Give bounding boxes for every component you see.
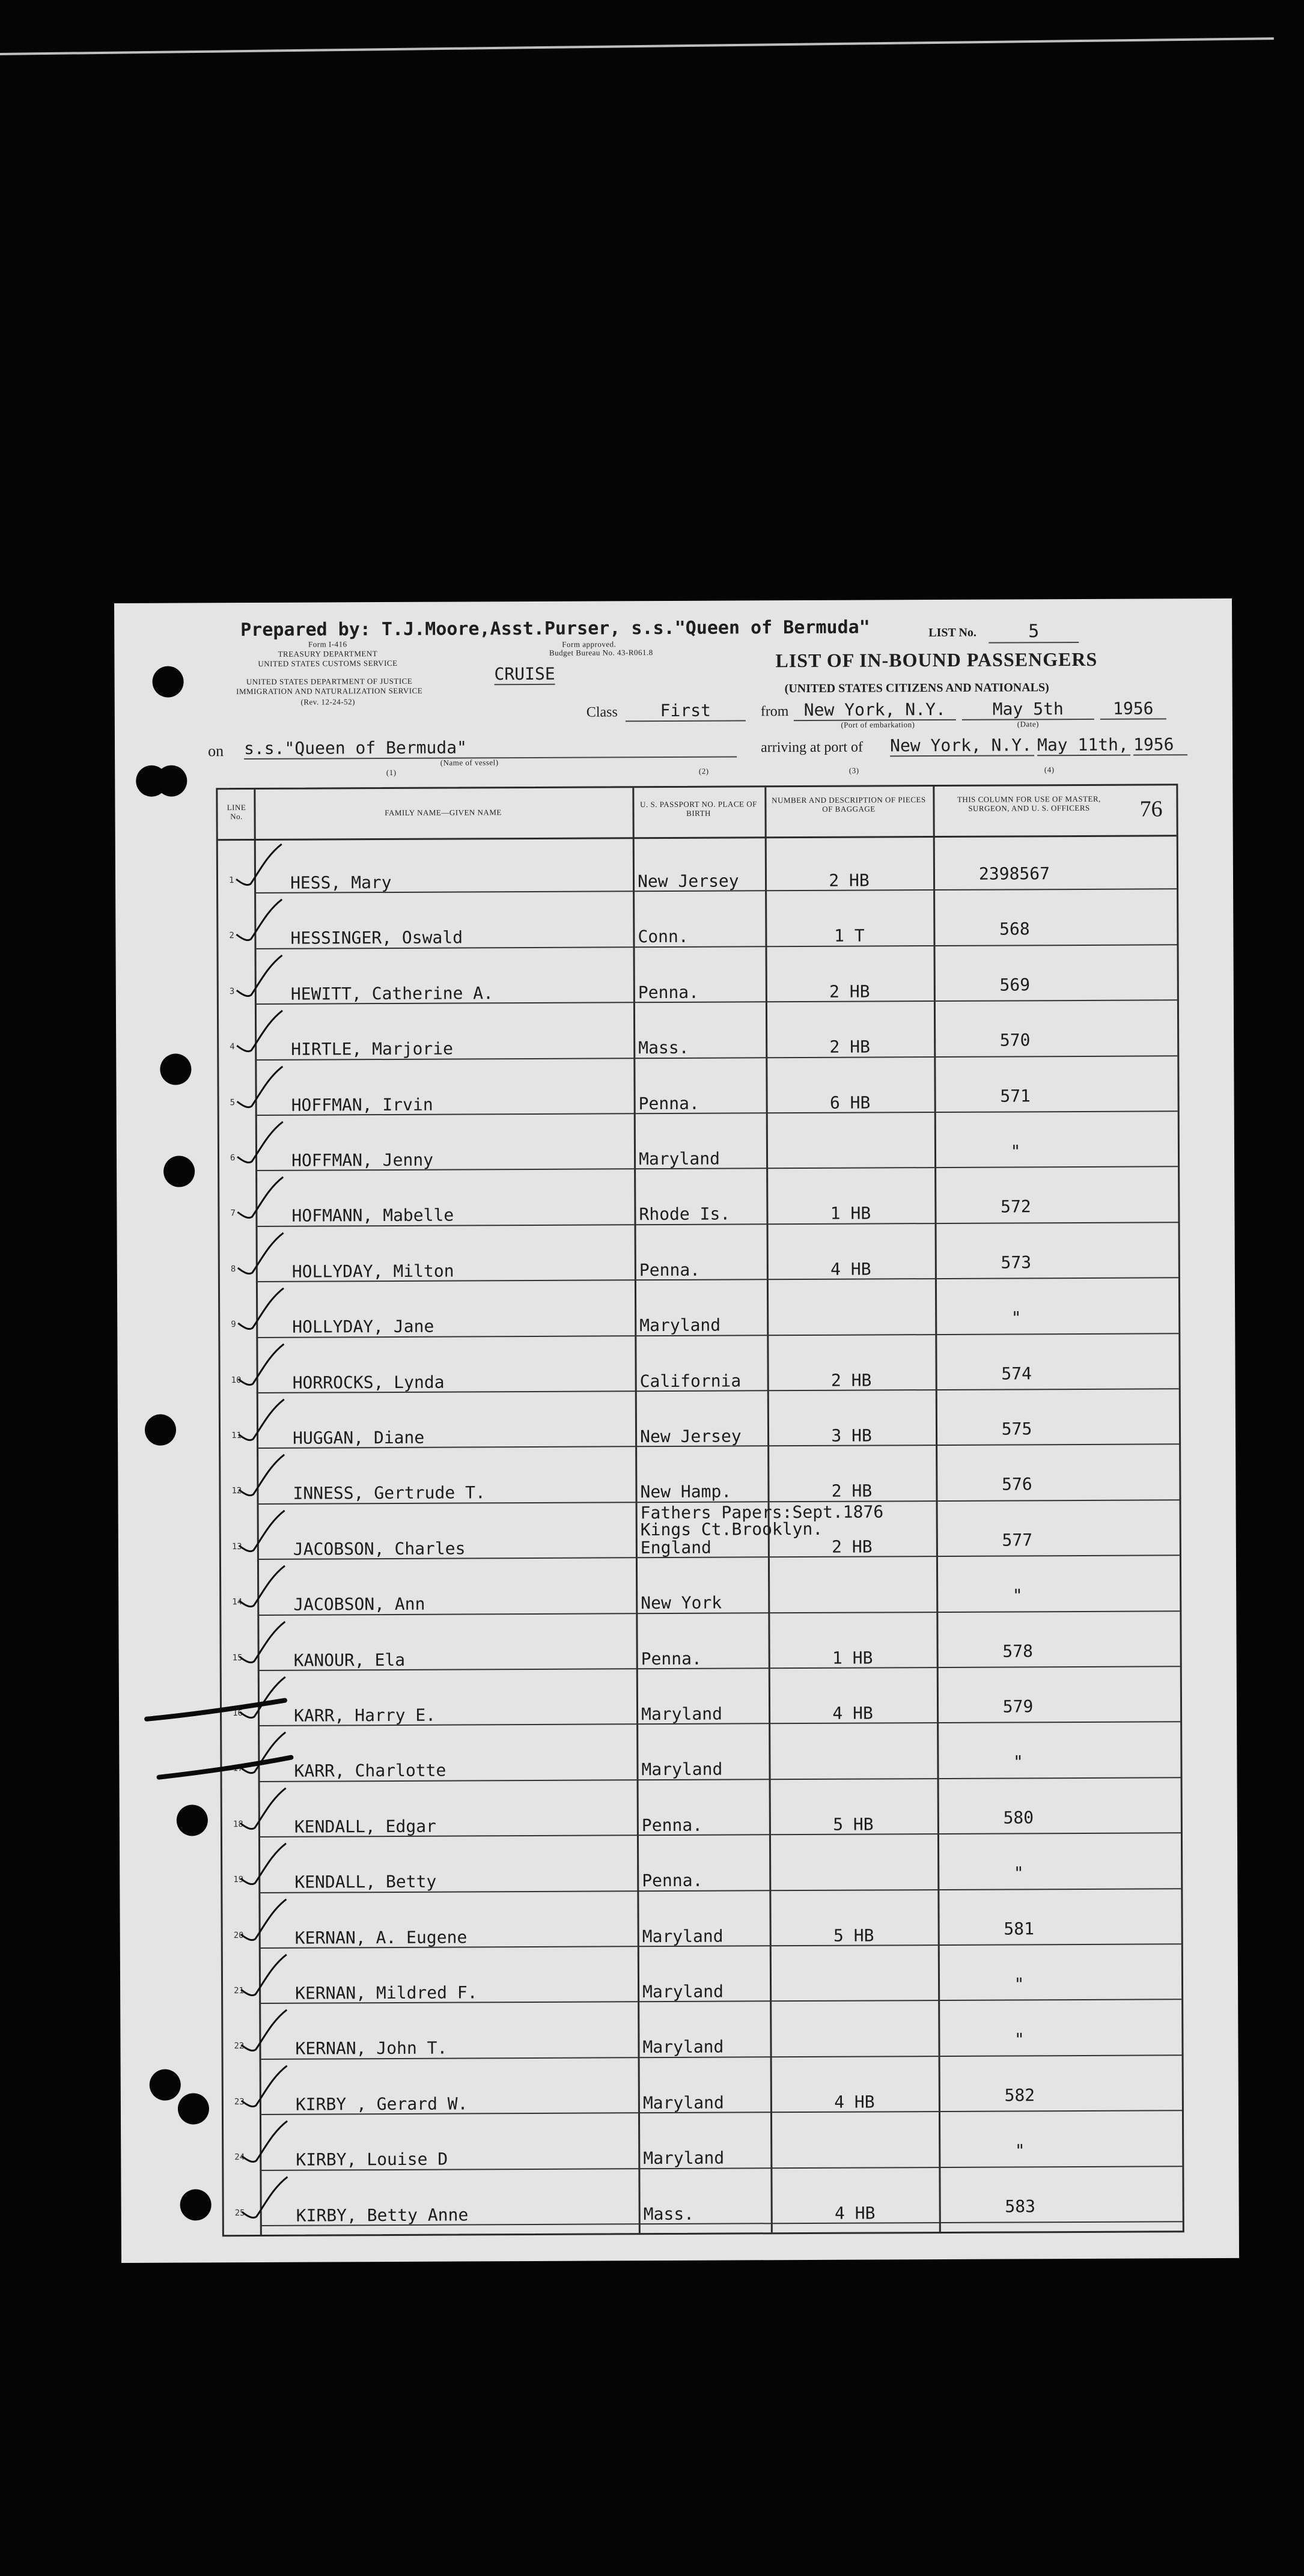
manifest-page (114, 598, 1239, 2263)
class-value: First (626, 700, 746, 722)
place-of-birth: New York (641, 1592, 722, 1613)
passenger-name: HESSINGER, Oswald (290, 927, 463, 949)
punch-hole (160, 1053, 191, 1085)
checkmark-icon (232, 1286, 286, 1334)
checkmark-icon (231, 1119, 285, 1168)
line-number: 1 (228, 875, 234, 886)
checkmark-icon (230, 842, 284, 890)
baggage (770, 2147, 939, 2148)
passenger-name: KENDALL, Betty (294, 1871, 437, 1892)
line-number: 12 (231, 1486, 242, 1496)
line-number: 13 (231, 1541, 242, 1551)
col-num-1: (1) (386, 767, 397, 778)
checkmark-icon (236, 2174, 290, 2222)
place-of-birth: Penna. (638, 982, 699, 1002)
list-no-label: LIST No. (928, 626, 976, 640)
officer-number: 570 (999, 1030, 1031, 1050)
place-of-birth: Maryland (642, 2092, 724, 2113)
officer-number: " (1013, 1752, 1023, 1772)
baggage: 2 HB (829, 981, 870, 1002)
from-label: from (760, 704, 789, 720)
officer-number: 579 (1002, 1696, 1034, 1717)
form-number: Form I-416 (308, 639, 347, 649)
passenger-name: KIRBY, Betty Anne (296, 2205, 469, 2226)
checkmark-icon (232, 1341, 286, 1389)
place-of-birth: Maryland (638, 1148, 720, 1169)
col-header-officers: THIS COLUMN FOR USE OF MASTER, SURGEON, AND U. S. OFFICERS (957, 794, 1101, 813)
from-date: May 5th (962, 699, 1094, 720)
arriving-label: arriving at port of (761, 739, 864, 756)
line-number: 11 (231, 1431, 242, 1441)
baggage: 2 HB (832, 1536, 873, 1557)
place-of-birth: Maryland (642, 1926, 724, 1946)
from-year: 1956 (1100, 698, 1166, 719)
col-num-3: (3) (849, 766, 859, 775)
punch-hole (152, 666, 183, 697)
class-label: Class (586, 704, 618, 720)
baggage: 5 HB (833, 1814, 874, 1835)
line-number: 7 (230, 1208, 236, 1219)
scan-edge-line (0, 37, 1274, 55)
col-num-2: (2) (698, 766, 709, 776)
passenger-name: HORROCKS, Lynda (292, 1372, 445, 1393)
embarkation-caption: (Port of embarkation) (841, 720, 915, 729)
baggage: 6 HB (829, 1092, 871, 1113)
passenger-name: KANOUR, Ela (293, 1649, 406, 1670)
checkmark-icon (230, 897, 284, 945)
place-of-birth: New Hamp. (640, 1481, 732, 1502)
line-number: 8 (230, 1264, 236, 1274)
checkmark-icon (235, 2008, 289, 2056)
line-number: 4 (230, 1042, 235, 1052)
row-note: Fathers Papers:Sept.1876 (640, 1502, 884, 1523)
baggage: 5 HB (833, 1925, 874, 1946)
baggage: 1 HB (832, 1648, 873, 1668)
line-number: 14 (232, 1597, 243, 1607)
budget-bureau: Budget Bureau No. 43-R061.8 (549, 648, 653, 657)
prepared-by: Prepared by: T.J.Moore,Asst.Purser, s.s."Queen of Bermuda" (240, 617, 870, 641)
arrival-year: 1956 (1133, 734, 1187, 755)
on-label: on (208, 742, 224, 760)
line-number: 18 (233, 1819, 243, 1829)
form-subtitle: (UNITED STATES CITIZENS AND NATIONALS) (784, 681, 1049, 696)
col-num-4: (4) (1044, 765, 1055, 775)
baggage: 4 HB (834, 2203, 876, 2223)
vessel-caption: (Name of vessel) (440, 758, 499, 767)
line-number: 10 (231, 1375, 242, 1385)
pen-strike-icon (144, 1698, 288, 1728)
place-of-birth: Penna. (642, 1870, 703, 1891)
passenger-name: KIRBY, Louise D (296, 2149, 448, 2170)
passenger-name: KENDALL, Edgar (294, 1816, 436, 1837)
place-of-birth: Mass. (638, 1038, 689, 1058)
header-rule (218, 835, 1177, 841)
officer-number: 569 (999, 975, 1031, 995)
officer-number: 572 (1001, 1196, 1031, 1217)
place-of-birth: Maryland (642, 1981, 724, 2002)
punch-hole (156, 765, 187, 796)
officer-number: 2398567 (978, 863, 1050, 884)
line-number: 16 (233, 1708, 243, 1719)
place-of-birth: Penna. (638, 1093, 699, 1113)
ins-service: IMMIGRATION AND NATURALIZATION SERVICE (236, 686, 423, 696)
date-caption: (Date) (1017, 719, 1040, 729)
checkmark-icon (231, 953, 285, 1001)
list-no-value: 5 (989, 621, 1079, 644)
checkmark-icon (234, 1896, 288, 1944)
checkmark-icon (236, 2119, 290, 2167)
place-of-birth: Penna. (641, 1815, 703, 1835)
line-number: 2 (229, 931, 234, 941)
form-approved: Form approved. (562, 639, 617, 649)
line-number: 6 (230, 1153, 236, 1163)
form-revision: (Rev. 12-24-52) (300, 697, 355, 707)
line-number: 23 (234, 2096, 245, 2107)
officer-number: " (1014, 2140, 1025, 2161)
baggage (769, 1869, 937, 1870)
justice-dept: UNITED STATES DEPARTMENT OF JUSTICE (246, 676, 413, 687)
checkmark-icon (233, 1619, 287, 1667)
line-number: 24 (234, 2152, 245, 2163)
officer-number: " (1010, 1141, 1021, 1162)
place-of-birth: Maryland (643, 2148, 725, 2169)
line-number: 3 (229, 986, 235, 996)
line-number: 9 (231, 1320, 236, 1330)
checkmark-icon (231, 1064, 285, 1112)
officer-number: 574 (1001, 1363, 1032, 1384)
place-of-birth: England (640, 1537, 711, 1557)
passenger-name: HUGGAN, Diane (292, 1427, 425, 1448)
checkmark-icon (234, 1841, 288, 1889)
officer-number: " (1014, 2029, 1025, 2050)
checkmark-icon (234, 1786, 288, 1834)
line-number: 21 (234, 1986, 244, 1996)
line-number: 19 (233, 1875, 244, 1885)
baggage: 2 HB (829, 1037, 871, 1057)
from-port: New York, N.Y. (794, 699, 956, 721)
punch-hole (177, 1804, 208, 1836)
cruise-label: CRUISE (494, 663, 555, 684)
passenger-name: HOLLYDAY, Milton (291, 1261, 454, 1282)
line-number: 22 (234, 2041, 245, 2051)
punch-hole (150, 2069, 181, 2101)
passenger-name: JACOBSON, Ann (293, 1594, 425, 1615)
place-of-birth: Maryland (639, 1315, 721, 1336)
arrival-port: New York, N.Y. (890, 735, 1034, 757)
passenger-name: JACOBSON, Charles (293, 1538, 466, 1559)
officer-number: " (1014, 1974, 1025, 1994)
checkmark-icon (233, 1452, 287, 1500)
row-note: Kings Ct.Brooklyn. (640, 1518, 823, 1539)
officer-number: 582 (1004, 2085, 1035, 2106)
punch-hole (178, 2093, 209, 2124)
col-header-name: FAMILY NAME—GIVEN NAME (385, 808, 502, 818)
place-of-birth: California (639, 1371, 742, 1391)
officer-number: 583 (1005, 2196, 1036, 2217)
checkmark-icon (233, 1508, 287, 1556)
place-of-birth: Rhode Is. (639, 1204, 731, 1225)
baggage: 4 HB (832, 1703, 873, 1723)
baggage (769, 1758, 937, 1759)
baggage: 2 HB (831, 1481, 873, 1502)
baggage: 4 HB (834, 2092, 875, 2112)
place-of-birth: Maryland (641, 1759, 723, 1780)
officer-number: 580 (1003, 1807, 1034, 1828)
checkmark-icon (235, 1952, 289, 2000)
place-of-birth: Maryland (642, 2036, 724, 2057)
officer-number: 581 (1004, 1918, 1034, 1939)
place-of-birth: New Jersey (639, 1426, 742, 1447)
baggage: 1 HB (830, 1203, 871, 1224)
officer-number: 573 (1001, 1252, 1032, 1273)
place-of-birth: Penna. (641, 1648, 702, 1669)
baggage (767, 1314, 935, 1315)
passenger-name: KARR, Charlotte (294, 1760, 446, 1782)
officer-number: " (1012, 1585, 1023, 1606)
col-divider (632, 788, 640, 2233)
col-divider (933, 787, 940, 2232)
col-header-baggage: NUMBER AND DESCRIPTION OF PIECES OF BAGGAGE (772, 795, 926, 814)
checkmark-icon (233, 1397, 287, 1445)
page-number: 76 (1139, 796, 1163, 822)
punch-hole (163, 1156, 195, 1187)
passenger-name: KERNAN, A. Eugene (294, 1927, 468, 1948)
checkmark-icon (232, 1231, 286, 1279)
form-title: LIST OF IN-BOUND PASSENGERS (775, 648, 1098, 672)
punch-hole (180, 2189, 212, 2220)
place-of-birth: Conn. (638, 927, 689, 947)
punch-hole (145, 1414, 176, 1446)
checkmark-icon (231, 1175, 285, 1223)
place-of-birth: New Jersey (637, 871, 739, 892)
officer-number: 577 (1002, 1530, 1033, 1550)
arrival-date: May 11th, (1037, 735, 1130, 757)
passenger-name: KERNAN, John T. (295, 2038, 448, 2059)
officer-number: 576 (1002, 1474, 1032, 1494)
passenger-name: HOFFMAN, Irvin (291, 1094, 433, 1115)
passenger-name: HIRTLE, Marjorie (291, 1038, 454, 1059)
pen-strike-icon (156, 1753, 294, 1783)
checkmark-icon (233, 1564, 287, 1612)
passenger-name: KIRBY , Gerard W. (295, 2093, 468, 2115)
passenger-name: HESS, Mary (290, 872, 392, 893)
customs-service: UNITED STATES CUSTOMS SERVICE (258, 658, 398, 668)
officer-number: " (1013, 1863, 1024, 1883)
place-of-birth: Mass. (643, 2203, 695, 2224)
line-number: 17 (233, 1764, 243, 1774)
line-number: 25 (234, 2208, 245, 2218)
baggage: 2 HB (830, 1370, 872, 1390)
vessel-name: s.s."Queen of Bermuda" (244, 736, 737, 760)
baggage: 3 HB (831, 1425, 872, 1446)
passenger-name: HOLLYDAY, Jane (292, 1316, 434, 1337)
officer-number: 568 (999, 919, 1030, 939)
officer-number: 575 (1001, 1419, 1032, 1439)
passenger-name: INNESS, Gertrude T. (293, 1482, 486, 1504)
passenger-name: KERNAN, Mildred F. (295, 1982, 478, 2003)
checkmark-icon (236, 2063, 290, 2112)
passenger-name: HOFFMAN, Jenny (291, 1149, 434, 1171)
checkmark-icon (231, 1008, 285, 1056)
baggage: 4 HB (830, 1259, 871, 1279)
place-of-birth: Penna. (639, 1259, 701, 1280)
baggage: 1 T (834, 925, 865, 946)
passenger-table (216, 784, 1184, 2236)
line-number: 15 (232, 1652, 243, 1663)
baggage: 2 HB (829, 870, 870, 891)
officer-number: 571 (1000, 1085, 1031, 1106)
treasury-dept: TREASURY DEPARTMENT (278, 649, 378, 659)
col-header-line-no: LINE No. (227, 803, 246, 821)
passenger-name: HEWITT, Catherine A. (290, 983, 494, 1004)
passenger-name: HOFMANN, Mabelle (291, 1205, 454, 1226)
officer-number: 578 (1002, 1640, 1033, 1661)
officer-number: " (1011, 1308, 1022, 1328)
line-number: 20 (233, 1930, 244, 1940)
passenger-name: KARR, Harry E. (294, 1705, 436, 1726)
line-number: 5 (230, 1097, 236, 1107)
place-of-birth: Maryland (641, 1704, 723, 1725)
col-header-passport: U. S. PASSPORT NO. PLACE OF BIRTH (640, 799, 757, 818)
